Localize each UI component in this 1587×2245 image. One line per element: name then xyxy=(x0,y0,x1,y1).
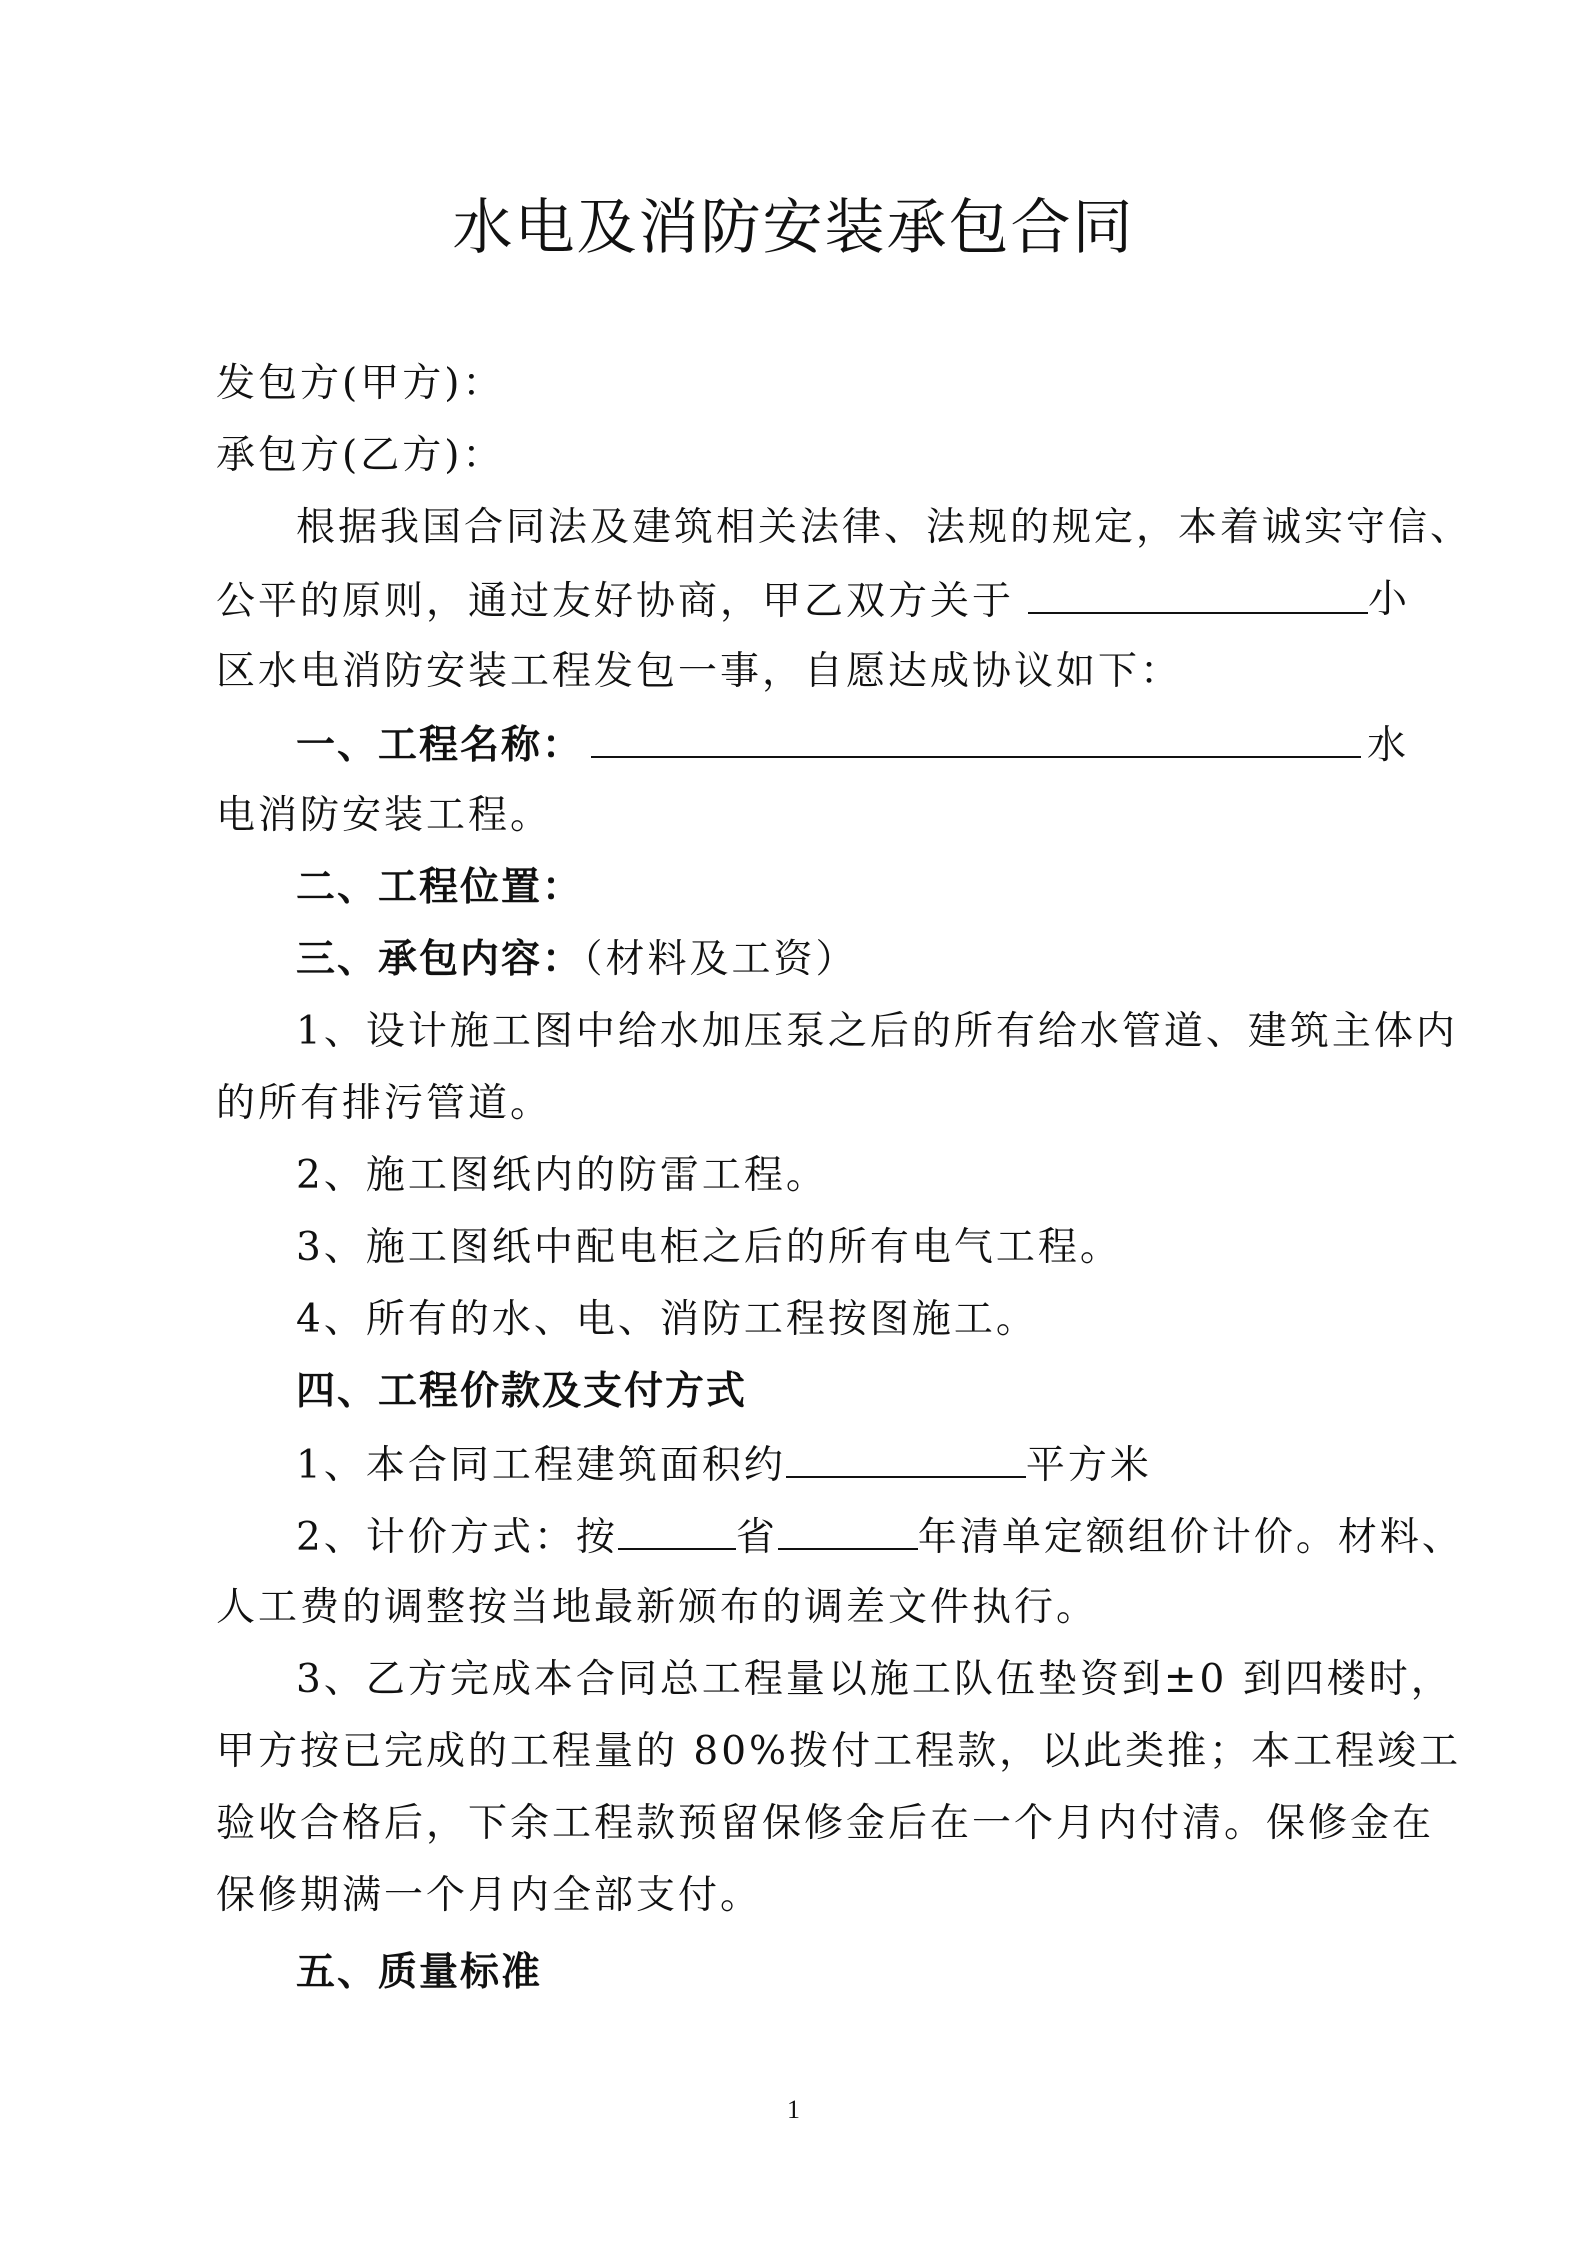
preamble-line-2 xyxy=(216,572,1411,630)
section-3-item-1-cont: 的所有排污管道。 xyxy=(216,1081,553,1126)
party-b-line: 承包方(乙方)： xyxy=(216,433,505,478)
section-5-heading: 五、质量标准 xyxy=(296,1950,543,1995)
section-3-item-3: 3、施工图纸中配电柜之后的所有电气工程。 xyxy=(296,1225,1122,1270)
project-name-blank xyxy=(1028,572,1368,614)
section-4-heading: 四、工程价款及支付方式 xyxy=(296,1369,748,1414)
section-2-heading: 二、工程位置： xyxy=(296,865,584,910)
year-blank xyxy=(778,1508,918,1550)
section-4-item-2-cont: 人工费的调整按当地最新颁布的调差文件执行。 xyxy=(216,1585,1099,1630)
section-4-item-3-cont-2: 验收合格后，下余工程款预留保修金后在一个月内付清。保修金在 xyxy=(216,1801,1435,1846)
section-4-item-2: 2、计价方式：按 省 年清单定额组价计价。材料、 xyxy=(296,1508,1456,1566)
section-1-continuation: 电消防安装工程。 xyxy=(216,793,553,838)
section-3-item-2: 2、施工图纸内的防雷工程。 xyxy=(296,1153,828,1198)
preamble-tail: 小 xyxy=(1368,577,1411,622)
section-4-item-3-cont-1: 甲方按已完成的工程量的 80%拨付工程款，以此类推；本工程竣工 xyxy=(216,1729,1462,1774)
section-3-heading: 三、承包内容：（材料及工资） xyxy=(296,937,858,982)
preamble-line-1: 根据我国合同法及建筑相关法律、法规的规定，本着诚实守信、 xyxy=(296,505,1473,550)
section-4-item-3: 3、乙方完成本合同总工程量以施工队伍垫资到±0 到四楼时， xyxy=(296,1657,1453,1702)
section-4-item-3-cont-3: 保修期满一个月内全部支付。 xyxy=(216,1873,763,1918)
page-number: 1 xyxy=(787,2095,800,2124)
party-a-line: 发包方(甲方)： xyxy=(216,361,505,406)
province-blank xyxy=(618,1508,736,1550)
project-name-field xyxy=(591,716,1361,758)
area-blank xyxy=(786,1436,1026,1478)
section-3-item-1: 1、设计施工图中给水加压泵之后的所有给水管道、建筑主体内 xyxy=(296,1009,1458,1054)
page-title: 水电及消防安装承包合同 xyxy=(452,193,1135,263)
section-3-item-4: 4、所有的水、电、消防工程按图施工。 xyxy=(296,1297,1038,1342)
section-4-item-1: 1、本合同工程建筑面积约 平方米 xyxy=(296,1436,1456,1494)
section-1-heading: 一、工程名称： 水 xyxy=(296,716,1376,774)
preamble-line-3: 区水电消防安装工程发包一事，自愿达成协议如下： xyxy=(216,649,1183,694)
preamble-text: 公平的原则，通过友好协商，甲乙双方关于 xyxy=(216,579,1015,624)
